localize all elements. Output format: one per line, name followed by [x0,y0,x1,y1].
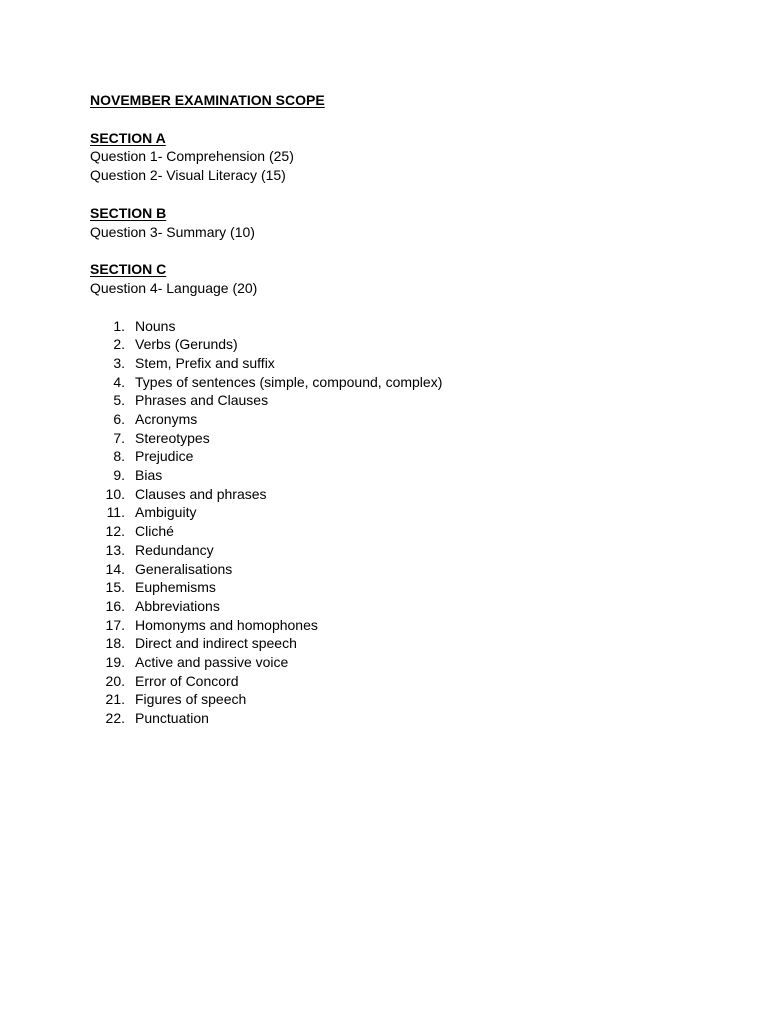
list-item-text: Verbs (Gerunds) [135,336,238,353]
question-4-line: Question 4- Language (20) [90,279,258,296]
spacer [90,298,710,317]
list-item-text: Acronyms [135,411,198,427]
list-number: 11. [106,504,125,521]
list-item-text: Generalisations [135,560,233,577]
list-item-text: Nouns [135,317,176,334]
list-number: 6. [113,411,125,427]
list-number: 9. [113,467,125,484]
list-item [90,709,710,728]
list-number: 5. [113,392,125,409]
list-item [90,634,710,653]
list-item [90,391,710,410]
list-item-text: Phrases and Clauses [135,392,269,409]
list-number: 13. [105,541,125,558]
list-item-text: Stereotypes [135,429,210,446]
section-c-heading: SECTION C [90,261,167,278]
list-item [90,447,710,466]
question-1-line: Question 1- Comprehension (25) [90,148,294,165]
list-item [90,522,710,541]
list-number: 1. [113,317,125,334]
list-item [90,541,710,560]
list-number: 3. [113,354,125,371]
list-item-text: Homonyms and homophones [135,616,318,633]
list-number: 10. [105,485,125,502]
list-item-text: Ambiguity [135,504,197,521]
list-item [90,410,710,429]
list-number: 14. [105,560,125,577]
list-item [90,578,710,597]
list-item [90,672,710,691]
list-item-text: Cliché [135,523,174,540]
list-item [90,616,710,635]
list-number: 21. [105,691,125,708]
list-item [90,560,710,579]
list-item-text: Punctuation [135,710,209,726]
list-item [90,317,710,336]
list-item-text: Types of sentences (simple, compound, complex) [135,373,443,390]
question-2-line: Question 2- Visual Literacy (15) [90,167,286,184]
list-number: 15. [105,579,125,596]
language-topics-list [90,317,710,728]
list-item-text: Figures of speech [135,691,247,708]
list-number: 4. [113,373,125,390]
document-title: NOVEMBER EXAMINATION SCOPE [90,92,325,108]
list-item [90,466,710,485]
list-item [90,335,710,354]
list-item [90,690,710,709]
spacer [90,241,710,260]
list-number: 7. [113,429,125,446]
list-item-text: Stem, Prefix and suffix [135,354,275,371]
list-item-text: Error of Concord [135,672,239,689]
list-number: 2. [113,336,125,353]
list-item-text: Active and passive voice [135,653,289,670]
list-item-text: Bias [135,467,163,484]
list-item [90,429,710,448]
list-number: 20. [105,672,125,689]
list-item [90,503,710,522]
spacer [90,110,710,129]
list-item [90,653,710,672]
spacer [90,185,710,204]
list-item-text: Redundancy [135,541,214,558]
list-number: 18. [105,635,125,652]
list-item-text: Direct and indirect speech [135,635,297,652]
list-item [90,354,710,373]
section-a-heading: SECTION A [90,129,166,146]
list-item [90,485,710,504]
list-number: 22. [105,710,125,726]
section-b-heading: SECTION B [90,204,167,221]
list-item-text: Clauses and phrases [135,485,267,502]
list-number: 8. [113,448,125,465]
question-3-line: Question 3- Summary (10) [90,223,255,240]
list-item-text: Prejudice [135,448,194,465]
list-item-text: Euphemisms [135,579,216,596]
list-number: 16. [105,597,125,614]
list-number: 19. [105,653,125,670]
list-item-text: Abbreviations [135,597,220,614]
list-item [90,373,710,392]
list-number: 17. [105,616,125,633]
list-number: 12. [105,523,125,540]
list-item [90,597,710,616]
document-content [90,91,710,728]
